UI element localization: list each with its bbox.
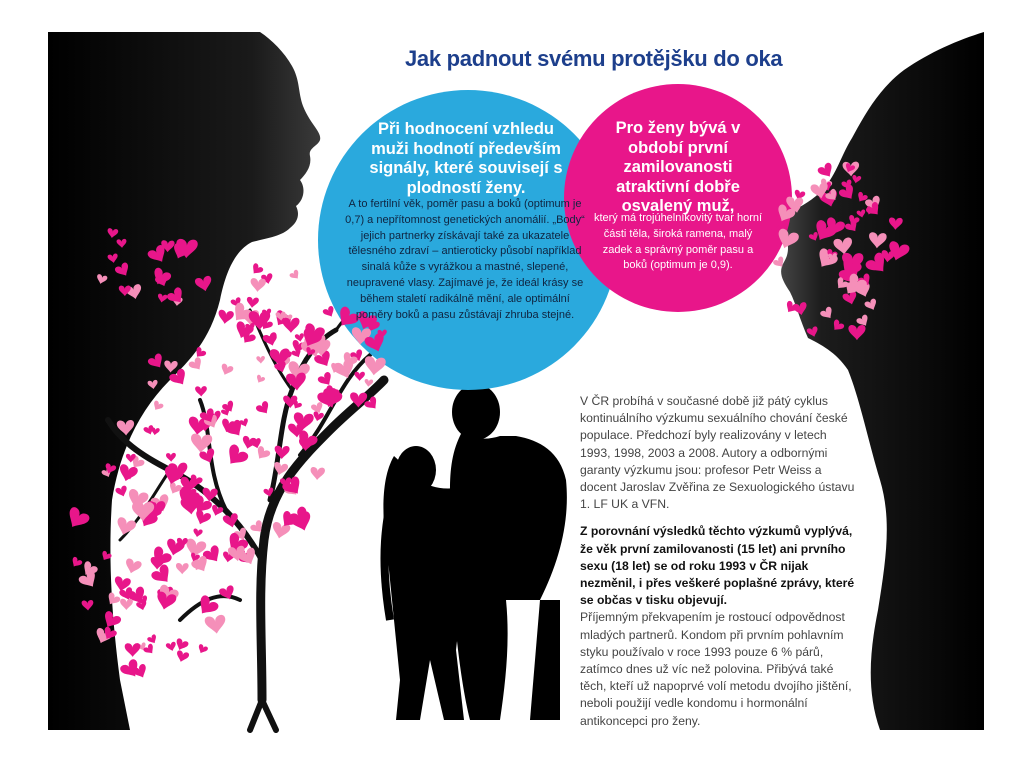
- article-text: [580, 393, 856, 730]
- page-title: Jak padnout svému protějšku do oka: [405, 46, 783, 71]
- heart-icon: [166, 453, 176, 462]
- article-paragraph-2-rest: Příjemným překvapením je rostoucí odpovědnost mladých partnerů. Kondom při prvním pohlavním styku používalo v roce 1993 pouze 6 % párů, zatímco dnes už víc než polovina. Přibývá také těch, kteří už napoprvé volí metodu dvojího jištění, neboli použijí vedle kondomu i hormonální antikoncepci pro ženy.: [580, 610, 852, 728]
- bubble-men-heading: Při hodnocení vzhledu muži hodnotí především signály, které souvisejí s plodností ženy.: [369, 120, 563, 197]
- article-paragraph-1: V ČR probíhá v současné době již pátý cyklus kontinuálního výzkumu sexuálního chování české populace. Předchozí byly realizovány v letech 1993, 1998, 2003 a 2008. Autory a odbornými garanty výzkumu jsou: profesor Petr Weiss a docent Jaroslav Zvěřina ze Sexuologického ústavu 1. LF UK a VFN.: [580, 394, 855, 512]
- heart-icon: [193, 509, 212, 527]
- heart-icon: [151, 400, 164, 413]
- bubble-women-body: který má trojúhelníkovitý tvar horní části těla, široká ramena, malý zadek a správný poměr pasu a boků (optimum je 0,9).: [593, 212, 763, 272]
- man-profile-silhouette: [48, 32, 320, 730]
- heart-icon: [246, 297, 259, 309]
- heart-icon: [123, 558, 142, 576]
- heart-icon: [256, 356, 265, 364]
- heart-icon: [217, 309, 234, 325]
- article-paragraph-2-lead: Z porovnání výsledků těchto výzkumů vyplývá, že věk první zamilovanosti (15 let) ani prvního sexu (18 let) se od roku 1993 v ČR nijak nezměnil, i přes veškeré poplašné zprávy, které se občas v tisku objevují.: [580, 524, 855, 608]
- heart-icon: [255, 374, 266, 384]
- heart-icon: [195, 386, 207, 397]
- heart-icon: [120, 599, 133, 610]
- heart-icon: [204, 614, 227, 635]
- heart-icon: [188, 356, 205, 373]
- heart-icon: [269, 348, 290, 367]
- heart-icon: [219, 363, 234, 377]
- heart-icon: [175, 650, 190, 664]
- heart-icon: [196, 644, 208, 656]
- heart-icon: [363, 356, 386, 377]
- heart-icon: [125, 643, 141, 657]
- heart-icon: [317, 371, 335, 389]
- heart-icon: [115, 485, 129, 498]
- heart-icon: [174, 638, 190, 653]
- heart-icon: [289, 269, 302, 282]
- heart-icon: [150, 563, 175, 588]
- heart-icon: [255, 400, 272, 417]
- bubble-men-body: A to fertilní věk, poměr pasu a boků (optimum je 0,7) a nepřítomnost genetických anomálií. „Body“ jejich partnerky získávají také za ukazatele tělesného zdraví – antieroticky působí například sinalá kůže s vyrážkou a mastné, slepené, neupravené vlasy. Zajímavé je, že ideál krásy se během staletí radikálně mění, ale optimální poměry boků a pasu zůstávají zhruba stejné.: [345, 198, 585, 321]
- heart-icon: [354, 372, 365, 381]
- heart-icon: [282, 318, 299, 333]
- heart-icon: [165, 641, 177, 652]
- heart-icon: [250, 278, 266, 293]
- heart-icon: [310, 467, 325, 481]
- heart-icon: [249, 262, 264, 277]
- bubble-women-heading: Pro ženy bývá v období první zamilovanosti atraktivní dobře osvalený muž,: [615, 119, 741, 215]
- heart-icon: [147, 545, 173, 570]
- heart-icon: [222, 443, 250, 470]
- heart-icon: [176, 563, 189, 574]
- heart-icon: [147, 634, 159, 646]
- embracing-couple-silhouette: [383, 384, 566, 720]
- heart-icon: [192, 528, 203, 538]
